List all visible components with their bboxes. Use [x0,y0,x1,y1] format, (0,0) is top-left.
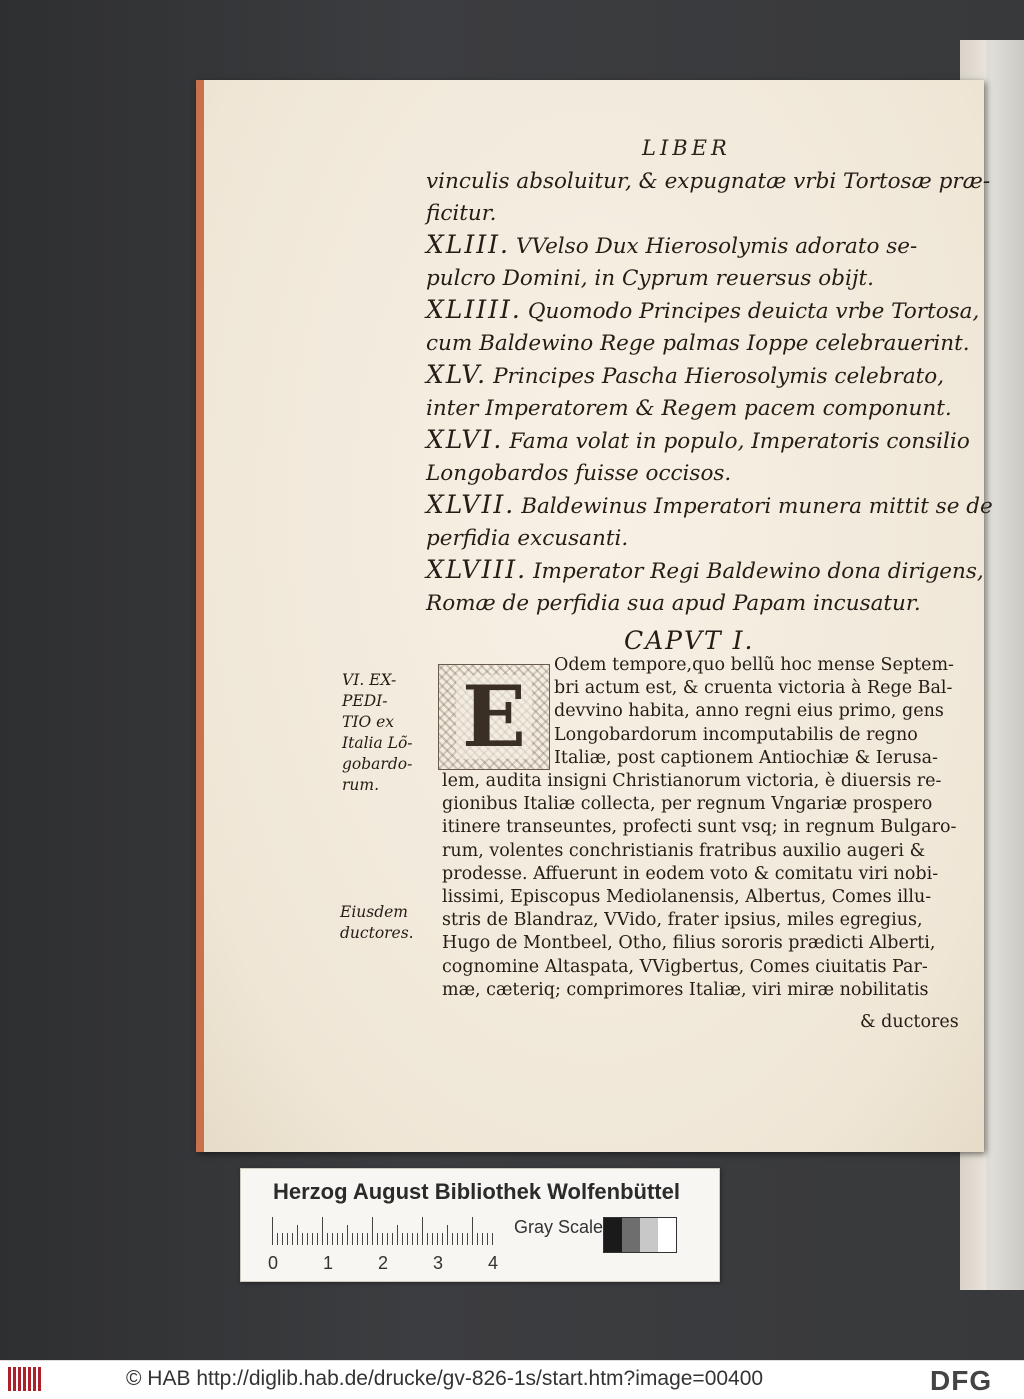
ruler-tick [427,1233,428,1245]
gray-scale-swatches [603,1217,677,1253]
chapter-list-line [426,263,966,295]
ruler-number: 3 [433,1253,444,1273]
chapter-body-text [442,654,972,1002]
chapter-number: XLVII. [426,490,516,519]
ruler-number: 4 [488,1253,499,1273]
body-line: rum, volentes conchristianis fratribus auxilio augeri & [442,840,926,861]
body-line: Longobardorum incomputabilis de regno [554,724,918,745]
chapter-list-line [426,393,966,425]
ruler-tick [347,1225,348,1245]
ruler-tick [307,1233,308,1245]
ruler-tick [377,1233,378,1245]
ruler-number: 1 [323,1253,334,1273]
ruler-tick [467,1233,468,1245]
chapter-list [426,166,993,619]
chapter-list-line [426,554,984,588]
margin-note-line: rum. [342,776,380,794]
ruler-tick [282,1233,283,1245]
chapter-summary: perfidia excusanti. [426,525,629,551]
body-line: prodesse. Affuerunt in eodem voto & comitatu viri nobi- [442,863,939,884]
ruler-tick [392,1233,393,1245]
chapter-summary: ficitur. [426,200,497,226]
body-line: cognomine Altaspata, VVigbertus, Comes ciuitatis Par- [442,956,928,977]
chapter-summary: Baldewinus Imperatori munera mittit se de [521,494,993,519]
ruler-tick [317,1233,318,1245]
ruler-tick [272,1217,273,1245]
logo-bar [8,1367,11,1391]
ruler-tick [327,1233,328,1245]
body-line: Italiæ, post captionem Antiochiæ & Ierusa- [554,747,938,768]
ruler-tick [417,1233,418,1245]
ruler-tick [442,1233,443,1245]
hab-logo-icon [8,1367,44,1391]
ruler-tick [402,1233,403,1245]
margin-note-line: Italia Lõ- [342,734,413,752]
margin-note-line: PEDI- [342,692,388,710]
gray-scale-label: Gray Scale [514,1217,604,1237]
chapter-summary: Quomodo Principes deuicta vrbe Tortosa, [527,299,980,324]
ruler-tick [297,1225,298,1245]
ruler-tick [352,1233,353,1245]
ruler-tick [292,1233,293,1245]
ruler-tick [357,1233,358,1245]
chapter-summary: pulcro Domini, in Cyprum reuersus obijt. [426,265,875,291]
gray-swatch [640,1218,658,1252]
ruler-tick [457,1233,458,1245]
gray-swatch [622,1218,640,1252]
dfg-logo: DFG [930,1365,993,1396]
ruler-tick [372,1217,373,1245]
ruler-number: 0 [268,1253,279,1273]
chapter-list-line [426,523,966,555]
gray-swatch [658,1218,676,1252]
chapter-number: XLIII. [426,230,510,259]
chapter-list-line [426,359,966,393]
ruler-tick [322,1217,323,1245]
body-line: Odem tempore,quo bellũ hoc mense Septem- [554,655,954,675]
chapter-summary: Fama volat in populo, Imperatoris consilio [509,429,970,454]
logo-bar [33,1367,36,1391]
ruler-tick [407,1233,408,1245]
chapter-list-line [426,328,970,360]
ruler-tick [422,1217,423,1245]
logo-bar [38,1367,41,1391]
chapter-list-line [426,166,991,198]
ruler-tick [472,1217,473,1245]
chapter-list-line [426,198,966,230]
chapter-list-line [426,458,966,490]
ruler-tick [452,1233,453,1245]
chapter-heading: CAPVT I. [624,626,755,655]
ruler-tick [462,1233,463,1245]
gray-swatch [604,1218,622,1252]
ruler-tick [312,1233,313,1245]
ruler-scale [272,1217,498,1245]
body-line: mæ, cæteriq; comprimores Italiæ, viri miræ nobilitatis [442,979,929,1000]
margin-note-line: VI. EX- [342,671,397,689]
logo-bar [13,1367,16,1391]
chapter-summary: cum Baldewino Rege palmas Ioppe celebrauerint. [426,330,970,356]
chapter-summary: Romæ de perfidia sua apud Papam incusatur. [426,590,921,616]
chapter-summary: inter Imperatorem & Regem pacem componunt. [426,395,952,421]
margin-note-line: gobardo- [342,755,413,773]
ruler-tick [397,1225,398,1245]
ruler-tick [437,1233,438,1245]
library-name: Herzog August Bibliothek Wolfenbüttel [273,1179,680,1204]
logo-bar [18,1367,21,1391]
ruler-tick [382,1233,383,1245]
body-line: lem, audita insigni Christianorum victoria, è diuersis re- [442,771,942,792]
ruler-tick [477,1233,478,1245]
ruler-tick [482,1233,483,1245]
chapter-number: XLV. [426,360,488,389]
chapter-list-line [426,229,966,263]
margin-note-expedition [342,670,422,796]
ruler-tick [287,1233,288,1245]
ruler-tick [487,1233,488,1245]
body-line: devvino habita, anno regni eius primo, gens [554,701,944,722]
book-page [196,80,993,1152]
chapter-list-line [426,489,993,523]
page-holder-strip [985,40,1024,1290]
chapter-list-line [426,424,970,458]
body-line: gionibus Italiæ collecta, per regnum Vngariæ prospero [442,794,933,815]
ruler-tick [362,1233,363,1245]
margin-note-leaders [340,902,424,944]
ruler-tick [277,1233,278,1245]
ruler-tick [492,1233,493,1245]
chapter-summary: vinculis absoluitur, & expugnatæ vrbi Tortosæ præ- [426,169,991,194]
margin-note-line: ductores. [340,924,414,942]
ruler-tick [432,1233,433,1245]
catchword: & ductores [860,1012,959,1032]
chapter-number: XLVIII. [426,555,528,584]
logo-bar [23,1367,26,1391]
ruler-tick [367,1233,368,1245]
chapter-summary: VVelso Dux Hierosolymis adorato se- [515,234,918,259]
ruler-tick [332,1233,333,1245]
body-line: Hugo de Montbeel, Otho, filius sororis prædicti Alberti, [442,933,936,954]
ruler-number: 2 [378,1253,389,1273]
chapter-number: XLIIII. [426,295,522,324]
margin-note-line: Eiusdem [340,903,409,921]
chapter-summary: Longobardos fuisse occisos. [426,460,732,486]
ruler-tick [302,1233,303,1245]
body-line: stris de Blandraz, VVido, frater ipsius, miles egregius, [442,910,923,931]
footer-bar [0,1360,1024,1399]
initial-letter: E [456,675,532,759]
ruler-tick [387,1233,388,1245]
body-line: bri actum est, & cruenta victoria à Rege Bal- [554,678,953,699]
body-line: itinere transeuntes, profecti sunt vsq; in regnum Bulgaro- [442,817,957,838]
chapter-number: XLVI. [426,425,504,454]
ruler-tick [447,1225,448,1245]
chapter-summary: Principes Pascha Hierosolymis celebrato, [493,364,945,389]
ruler-tick [412,1233,413,1245]
source-credit-link[interactable]: © HAB http://diglib.hab.de/drucke/gv-826-1s/start.htm?image=00400 [126,1367,764,1390]
color-reference-card [240,1168,720,1282]
logo-bar [28,1367,31,1391]
running-head: LIBER [642,136,731,160]
body-line: lissimi, Episcopus Mediolanensis, Albertus, Comes illu- [442,887,932,908]
chapter-list-line [426,588,966,620]
chapter-summary: Imperator Regi Baldewino dona dirigens, [533,559,984,584]
ruler-tick [342,1233,343,1245]
ruler-tick [337,1233,338,1245]
chapter-list-line [426,294,980,328]
margin-note-line: TIO ex [342,713,395,731]
